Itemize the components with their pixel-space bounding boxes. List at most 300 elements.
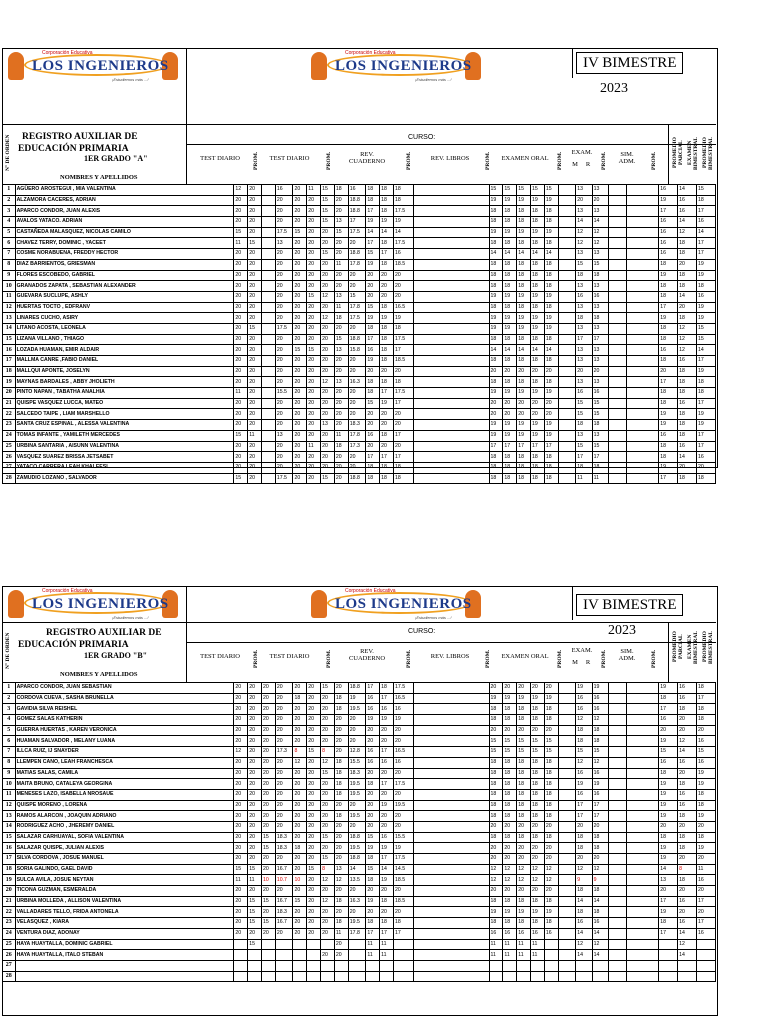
grade-cell-prom-parcial[interactable]: 18 <box>659 441 678 452</box>
grade-cell-prom-parcial[interactable]: 15 <box>659 747 678 758</box>
grade-cell-prom-parcial[interactable]: 19 <box>659 736 678 747</box>
grade-cell-revl[interactable] <box>414 452 489 463</box>
grade-cell-prom-1[interactable] <box>275 950 293 961</box>
grade-cell-examen-bim[interactable]: 18 <box>678 388 697 399</box>
grade-cell-oral-b[interactable]: 19 <box>503 227 517 238</box>
grade-cell-revc-a[interactable]: 16 <box>366 747 380 758</box>
grade-cell-test2-b[interactable]: 20 <box>307 195 321 206</box>
grade-cell-prom-bim[interactable] <box>696 950 715 961</box>
grade-cell-oral-a[interactable]: 11 <box>489 939 503 950</box>
grade-cell-prom-3[interactable]: 20 <box>394 789 414 800</box>
grade-cell-revc-a[interactable]: 18 <box>366 195 380 206</box>
grade-cell-exam-m[interactable]: 18 <box>576 420 592 431</box>
grade-cell-prom-5[interactable] <box>608 398 626 409</box>
grade-cell-test2-a[interactable]: 20 <box>293 281 307 292</box>
grade-cell-test2-b[interactable] <box>307 971 321 982</box>
grade-cell-test1-c[interactable]: 20 <box>262 693 276 704</box>
student-name[interactable] <box>15 971 234 982</box>
grade-cell-exam-r[interactable]: 17 <box>592 452 608 463</box>
grade-cell-test1-b[interactable]: 20 <box>248 217 262 228</box>
grade-cell-prom-bim[interactable]: 17 <box>696 206 715 217</box>
grade-cell-oral-c[interactable]: 18 <box>517 206 531 217</box>
grade-cell-revc-b[interactable]: 18 <box>380 345 394 356</box>
grade-cell-prom-2[interactable]: 18.8 <box>348 249 366 260</box>
grade-cell-oral-c[interactable]: 18 <box>517 768 531 779</box>
grade-cell-sim[interactable] <box>626 800 659 811</box>
grade-cell-test2-a[interactable]: 20 <box>293 259 307 270</box>
grade-cell-revc-b[interactable]: 18 <box>380 430 394 441</box>
grade-cell-oral-e[interactable]: 18 <box>544 896 558 907</box>
grade-cell-oral-e[interactable]: 14 <box>544 249 558 260</box>
grade-cell-test2-d[interactable]: 18 <box>334 441 348 452</box>
grade-cell-test1-b[interactable]: 20 <box>248 249 262 260</box>
grade-cell-revc-b[interactable]: 17 <box>380 388 394 399</box>
grade-cell-test1-c[interactable] <box>262 950 276 961</box>
grade-cell-revc-a[interactable]: 16 <box>366 430 380 441</box>
grade-cell-oral-c[interactable]: 19 <box>517 430 531 441</box>
grade-cell-test2-d[interactable]: 18 <box>334 896 348 907</box>
grade-cell-revl[interactable] <box>414 185 489 196</box>
grade-cell-oral-c[interactable]: 18 <box>517 779 531 790</box>
grade-cell-prom-bim[interactable]: 18 <box>696 377 715 388</box>
grade-cell-prom-1[interactable]: 17.3 <box>275 747 293 758</box>
grade-cell-prom-parcial[interactable]: 18 <box>659 334 678 345</box>
grade-cell-oral-d[interactable]: 18 <box>531 206 545 217</box>
grade-cell-sim[interactable] <box>626 907 659 918</box>
grade-cell-oral-a[interactable]: 20 <box>489 854 503 865</box>
grade-cell-oral-e[interactable]: 20 <box>544 398 558 409</box>
grade-cell-prom-2[interactable]: 19.5 <box>348 789 366 800</box>
grade-cell-exam-m[interactable]: 13 <box>576 430 592 441</box>
grade-cell-test2-c[interactable]: 12 <box>321 875 335 886</box>
grade-cell-test2-b[interactable]: 20 <box>307 928 321 939</box>
grade-cell-prom-parcial[interactable]: 18 <box>659 388 678 399</box>
grade-cell-oral-e[interactable]: 20 <box>544 886 558 897</box>
grade-cell-prom-bim[interactable]: 19 <box>696 259 715 270</box>
grade-cell-prom-5[interactable] <box>608 356 626 367</box>
grade-cell-test2-b[interactable]: 20 <box>307 875 321 886</box>
grade-cell-oral-d[interactable]: 17 <box>531 441 545 452</box>
grade-cell-sim[interactable] <box>626 462 659 473</box>
grade-cell-exam-r[interactable]: 13 <box>592 302 608 313</box>
grade-cell-prom-2[interactable]: 20 <box>348 323 366 334</box>
grade-cell-prom-1[interactable]: 20 <box>275 334 293 345</box>
grade-cell-prom-bim[interactable]: 17 <box>696 896 715 907</box>
grade-cell-sim[interactable] <box>626 217 659 228</box>
grade-cell-test1-b[interactable]: 20 <box>248 398 262 409</box>
grade-cell-prom-parcial[interactable]: 16 <box>659 249 678 260</box>
grade-cell-prom-parcial[interactable]: 19 <box>659 800 678 811</box>
grade-cell-test1-a[interactable]: 20 <box>234 896 248 907</box>
grade-cell-oral-a[interactable]: 15 <box>489 736 503 747</box>
grade-cell-test2-b[interactable]: 20 <box>307 918 321 929</box>
grade-cell-oral-a[interactable]: 18 <box>489 217 503 228</box>
grade-cell-prom-parcial[interactable]: 19 <box>659 270 678 281</box>
grade-cell-test1-c[interactable] <box>262 323 276 334</box>
grade-cell-oral-b[interactable]: 18 <box>503 800 517 811</box>
grade-cell-test1-b[interactable]: 20 <box>248 388 262 399</box>
grade-cell-sim[interactable] <box>626 323 659 334</box>
grade-cell-prom-3[interactable]: 20 <box>394 907 414 918</box>
grade-cell-prom-3[interactable]: 18.5 <box>394 875 414 886</box>
grade-cell-prom-parcial[interactable]: 18 <box>659 291 678 302</box>
student-name[interactable]: GUEVARA SUCLUPE, ASHLY <box>15 291 234 302</box>
grade-cell-revc-b[interactable]: 19 <box>380 875 394 886</box>
grade-cell-prom-4[interactable] <box>558 789 576 800</box>
grade-cell-test1-c[interactable] <box>262 249 276 260</box>
grade-cell-prom-bim[interactable]: 18 <box>696 388 715 399</box>
grade-cell-test1-b[interactable]: 20 <box>248 291 262 302</box>
grade-cell-test2-a[interactable]: 20 <box>293 366 307 377</box>
grade-cell-oral-b[interactable]: 18 <box>503 462 517 473</box>
grade-cell-oral-b[interactable]: 19 <box>503 420 517 431</box>
grade-cell-prom-parcial[interactable]: 16 <box>659 238 678 249</box>
grade-cell-prom-parcial[interactable]: 19 <box>659 779 678 790</box>
grade-cell-test2-c[interactable]: 20 <box>321 281 335 292</box>
grade-cell-test1-a[interactable]: 15 <box>234 864 248 875</box>
grade-cell-prom-parcial[interactable]: 19 <box>659 843 678 854</box>
grade-cell-examen-bim[interactable] <box>678 960 697 971</box>
grade-cell-test1-b[interactable]: 20 <box>248 409 262 420</box>
grade-cell-examen-bim[interactable]: 16 <box>678 683 697 694</box>
grade-cell-revc-a[interactable]: 20 <box>366 886 380 897</box>
grade-cell-prom-3[interactable] <box>394 939 414 950</box>
grade-cell-prom-3[interactable]: 20 <box>394 886 414 897</box>
grade-cell-revl[interactable] <box>414 928 489 939</box>
grade-cell-test1-b[interactable]: 20 <box>248 281 262 292</box>
grade-cell-revc-a[interactable]: 15 <box>366 832 380 843</box>
grade-cell-prom-2[interactable]: 20 <box>348 388 366 399</box>
grade-cell-oral-b[interactable]: 18 <box>503 715 517 726</box>
grade-cell-oral-a[interactable]: 19 <box>489 227 503 238</box>
grade-cell-prom-2[interactable]: 18.8 <box>348 473 366 484</box>
grade-cell-test2-b[interactable]: 15 <box>307 291 321 302</box>
grade-cell-test1-a[interactable]: 20 <box>234 206 248 217</box>
grade-cell-exam-r[interactable]: 9 <box>592 875 608 886</box>
grade-cell-test1-a[interactable]: 20 <box>234 821 248 832</box>
grade-cell-oral-d[interactable]: 15 <box>531 185 545 196</box>
grade-cell-test1-b[interactable]: 15 <box>248 907 262 918</box>
grade-cell-prom-parcial[interactable]: 19 <box>659 462 678 473</box>
grade-cell-sim[interactable] <box>626 377 659 388</box>
student-name[interactable]: CASTAÑEDA MALASQUEZ, NICOLAS CAMILO <box>15 227 234 238</box>
grade-cell-oral-e[interactable]: 18 <box>544 768 558 779</box>
grade-cell-revc-b[interactable]: 20 <box>380 736 394 747</box>
grade-cell-prom-2[interactable]: 17.5 <box>348 313 366 324</box>
grade-cell-prom-parcial[interactable]: 17 <box>659 206 678 217</box>
student-name[interactable]: GAVIDIA SILVA REISHEL <box>15 704 234 715</box>
grade-cell-revc-b[interactable]: 19 <box>380 800 394 811</box>
grade-cell-prom-3[interactable]: 16.5 <box>394 693 414 704</box>
grade-cell-prom-3[interactable]: 20 <box>394 725 414 736</box>
grade-cell-sim[interactable] <box>626 281 659 292</box>
grade-cell-oral-c[interactable]: 17 <box>517 441 531 452</box>
grade-cell-prom-1[interactable]: 20 <box>275 270 293 281</box>
grade-cell-oral-e[interactable]: 19 <box>544 227 558 238</box>
grade-cell-exam-r[interactable]: 16 <box>592 693 608 704</box>
student-name[interactable]: LINARES CUCHO, ASIRY <box>15 313 234 324</box>
grade-cell-exam-m[interactable]: 16 <box>576 789 592 800</box>
grade-cell-oral-e[interactable] <box>544 950 558 961</box>
grade-cell-revc-a[interactable]: 18 <box>366 473 380 484</box>
student-name[interactable]: VELASQUEZ , KIARA <box>15 918 234 929</box>
grade-cell-oral-c[interactable]: 20 <box>517 683 531 694</box>
grade-cell-revc-a[interactable]: 19 <box>366 259 380 270</box>
grade-cell-test1-c[interactable] <box>262 302 276 313</box>
grade-cell-test2-a[interactable]: 12 <box>293 757 307 768</box>
grade-cell-test2-d[interactable]: 18 <box>334 918 348 929</box>
grade-cell-prom-1[interactable]: 20 <box>275 281 293 292</box>
grade-cell-test1-a[interactable]: 20 <box>234 715 248 726</box>
grade-cell-prom-4[interactable] <box>558 821 576 832</box>
grade-cell-oral-b[interactable]: 18 <box>503 259 517 270</box>
grade-cell-test2-c[interactable]: 8 <box>321 864 335 875</box>
grade-cell-sim[interactable] <box>626 452 659 463</box>
grade-cell-test1-b[interactable]: 20 <box>248 195 262 206</box>
grade-cell-test1-b[interactable]: 20 <box>248 270 262 281</box>
grade-cell-prom-4[interactable] <box>558 715 576 726</box>
grade-cell-prom-2[interactable]: 19 <box>348 693 366 704</box>
grade-cell-revc-a[interactable]: 11 <box>366 950 380 961</box>
grade-cell-test1-b[interactable]: 20 <box>248 725 262 736</box>
grade-cell-test2-a[interactable]: 20 <box>293 683 307 694</box>
grade-cell-prom-parcial[interactable]: 19 <box>659 811 678 822</box>
grade-cell-oral-b[interactable]: 20 <box>503 725 517 736</box>
grade-cell-oral-a[interactable]: 15 <box>489 747 503 758</box>
grade-cell-test2-a[interactable]: 20 <box>293 195 307 206</box>
grade-cell-oral-c[interactable]: 18 <box>517 473 531 484</box>
grade-cell-test1-a[interactable]: 20 <box>234 832 248 843</box>
grade-cell-exam-r[interactable]: 20 <box>592 195 608 206</box>
grade-cell-prom-4[interactable] <box>558 811 576 822</box>
grade-cell-revc-a[interactable]: 20 <box>366 768 380 779</box>
grade-cell-test1-a[interactable]: 20 <box>234 259 248 270</box>
student-name[interactable]: LOZADA HUAMAN, EMIR ALDAIR <box>15 345 234 356</box>
grade-cell-prom-parcial[interactable]: 18 <box>659 693 678 704</box>
grade-cell-test2-c[interactable]: 20 <box>321 356 335 367</box>
grade-cell-exam-m[interactable]: 12 <box>576 864 592 875</box>
grade-cell-oral-e[interactable]: 20 <box>544 854 558 865</box>
grade-cell-oral-a[interactable]: 11 <box>489 950 503 961</box>
grade-cell-examen-bim[interactable]: 20 <box>678 854 697 865</box>
grade-cell-oral-c[interactable]: 14 <box>517 249 531 260</box>
grade-cell-test2-a[interactable]: 15 <box>293 345 307 356</box>
student-name[interactable]: HAYA HUAYTALLA, ITALO STEBAN <box>15 950 234 961</box>
grade-cell-oral-a[interactable]: 18 <box>489 768 503 779</box>
grade-cell-oral-d[interactable]: 11 <box>531 950 545 961</box>
student-name[interactable]: SANTA CRUZ ESPINAL , ALESSA VALENTINA <box>15 420 234 431</box>
grade-cell-oral-d[interactable]: 15 <box>531 747 545 758</box>
grade-cell-test1-a[interactable]: 20 <box>234 217 248 228</box>
grade-cell-oral-b[interactable]: 20 <box>503 366 517 377</box>
grade-cell-examen-bim[interactable]: 18 <box>678 281 697 292</box>
grade-cell-revc-b[interactable]: 18 <box>380 334 394 345</box>
grade-cell-test2-a[interactable]: 20 <box>293 811 307 822</box>
grade-cell-revl[interactable] <box>414 334 489 345</box>
grade-cell-sim[interactable] <box>626 388 659 399</box>
grade-cell-test1-c[interactable] <box>262 960 276 971</box>
grade-cell-prom-bim[interactable]: 16 <box>696 736 715 747</box>
grade-cell-revl[interactable] <box>414 779 489 790</box>
grade-cell-prom-bim[interactable]: 16 <box>696 928 715 939</box>
grade-cell-prom-parcial[interactable]: 19 <box>659 854 678 865</box>
grade-cell-revc-a[interactable] <box>366 971 380 982</box>
grade-cell-prom-2[interactable]: 20 <box>348 725 366 736</box>
grade-cell-revl[interactable] <box>414 302 489 313</box>
grade-cell-prom-3[interactable]: 20 <box>394 768 414 779</box>
grade-cell-oral-b[interactable]: 19 <box>503 388 517 399</box>
grade-cell-prom-4[interactable] <box>558 227 576 238</box>
grade-cell-oral-e[interactable]: 12 <box>544 875 558 886</box>
grade-cell-test1-c[interactable] <box>262 345 276 356</box>
grade-cell-revl[interactable] <box>414 704 489 715</box>
grade-cell-oral-d[interactable]: 18 <box>531 238 545 249</box>
grade-cell-revc-a[interactable]: 19 <box>366 313 380 324</box>
grade-cell-prom-3[interactable]: 20 <box>394 409 414 420</box>
grade-cell-oral-a[interactable]: 14 <box>489 345 503 356</box>
grade-cell-test2-c[interactable]: 20 <box>321 843 335 854</box>
grade-cell-prom-2[interactable]: 20 <box>348 907 366 918</box>
grade-cell-prom-4[interactable] <box>558 693 576 704</box>
grade-cell-oral-b[interactable]: 18 <box>503 206 517 217</box>
grade-cell-prom-bim[interactable]: 15 <box>696 185 715 196</box>
grade-cell-prom-5[interactable] <box>608 875 626 886</box>
grade-cell-prom-bim[interactable]: 16 <box>696 452 715 463</box>
grade-cell-oral-e[interactable]: 18 <box>544 259 558 270</box>
student-name[interactable]: FLORES ESCOBEDO, GABRIEL <box>15 270 234 281</box>
grade-cell-exam-m[interactable]: 16 <box>576 918 592 929</box>
grade-cell-prom-4[interactable] <box>558 896 576 907</box>
grade-cell-oral-c[interactable]: 18 <box>517 217 531 228</box>
grade-cell-revc-b[interactable]: 20 <box>380 886 394 897</box>
grade-cell-examen-bim[interactable]: 18 <box>678 473 697 484</box>
grade-cell-test2-a[interactable]: 10 <box>293 875 307 886</box>
grade-cell-oral-b[interactable]: 11 <box>503 950 517 961</box>
grade-cell-test2-c[interactable]: 20 <box>321 800 335 811</box>
grade-cell-oral-a[interactable]: 18 <box>489 832 503 843</box>
grade-cell-test1-a[interactable]: 20 <box>234 704 248 715</box>
grade-cell-prom-5[interactable] <box>608 886 626 897</box>
grade-cell-test1-a[interactable]: 20 <box>234 768 248 779</box>
grade-cell-prom-2[interactable]: 20 <box>348 281 366 292</box>
grade-cell-oral-c[interactable]: 19 <box>517 693 531 704</box>
grade-cell-test2-a[interactable]: 20 <box>293 420 307 431</box>
grade-cell-prom-3[interactable]: 17.5 <box>394 388 414 399</box>
grade-cell-test2-b[interactable]: 20 <box>307 779 321 790</box>
grade-cell-test2-b[interactable]: 20 <box>307 334 321 345</box>
grade-cell-oral-d[interactable]: 20 <box>531 409 545 420</box>
student-name[interactable]: TOMAS INFANTE , YAMILETH MERCEDES <box>15 430 234 441</box>
grade-cell-test2-d[interactable]: 20 <box>334 462 348 473</box>
grade-cell-exam-r[interactable]: 20 <box>592 854 608 865</box>
student-name[interactable] <box>15 960 234 971</box>
grade-cell-sim[interactable] <box>626 715 659 726</box>
grade-cell-sim[interactable] <box>626 366 659 377</box>
grade-cell-revl[interactable] <box>414 388 489 399</box>
grade-cell-exam-r[interactable]: 13 <box>592 185 608 196</box>
student-name[interactable]: VALLADARES TELLO, FRIDA ANTONELA <box>15 907 234 918</box>
grade-cell-sim[interactable] <box>626 789 659 800</box>
grade-cell-oral-d[interactable]: 19 <box>531 313 545 324</box>
grade-cell-test1-b[interactable]: 20 <box>248 704 262 715</box>
grade-cell-sim[interactable] <box>626 430 659 441</box>
grade-cell-oral-a[interactable]: 20 <box>489 409 503 420</box>
grade-cell-test2-d[interactable]: 20 <box>334 821 348 832</box>
grade-cell-exam-m[interactable]: 12 <box>576 238 592 249</box>
grade-cell-test2-c[interactable]: 20 <box>321 238 335 249</box>
grade-cell-test1-c[interactable]: 20 <box>262 886 276 897</box>
grade-cell-test1-a[interactable]: 20 <box>234 462 248 473</box>
grade-cell-prom-4[interactable] <box>558 388 576 399</box>
grade-cell-sim[interactable] <box>626 291 659 302</box>
grade-cell-prom-parcial[interactable]: 17 <box>659 704 678 715</box>
grade-cell-prom-parcial[interactable]: 16 <box>659 345 678 356</box>
grade-cell-sim[interactable] <box>626 928 659 939</box>
grade-cell-revl[interactable] <box>414 768 489 779</box>
grade-cell-prom-3[interactable]: 17.5 <box>394 683 414 694</box>
grade-cell-test1-a[interactable]: 20 <box>234 302 248 313</box>
grade-cell-test1-c[interactable]: 20 <box>262 683 276 694</box>
student-name[interactable]: HAYA HUAYTALLA, DOMINIC GABRIEL <box>15 939 234 950</box>
grade-cell-test1-b[interactable]: 20 <box>248 757 262 768</box>
grade-cell-test2-d[interactable]: 20 <box>334 683 348 694</box>
grade-cell-prom-bim[interactable]: 18 <box>696 683 715 694</box>
grade-cell-oral-e[interactable]: 19 <box>544 291 558 302</box>
grade-cell-test2-b[interactable] <box>307 960 321 971</box>
grade-cell-test1-b[interactable]: 20 <box>248 420 262 431</box>
grade-cell-prom-2[interactable]: 13.5 <box>348 875 366 886</box>
grade-cell-prom-3[interactable]: 18 <box>394 918 414 929</box>
grade-cell-test2-d[interactable]: 20 <box>334 725 348 736</box>
student-name[interactable]: URBINA MOLLEDA , ALLISON VALENTINA <box>15 896 234 907</box>
grade-cell-oral-d[interactable]: 18 <box>531 356 545 367</box>
grade-cell-prom-4[interactable] <box>558 345 576 356</box>
grade-cell-prom-bim[interactable]: 17 <box>696 918 715 929</box>
grade-cell-exam-r[interactable]: 14 <box>592 217 608 228</box>
grade-cell-test2-b[interactable]: 20 <box>307 217 321 228</box>
grade-cell-oral-a[interactable]: 18 <box>489 206 503 217</box>
grade-cell-test1-b[interactable]: 20 <box>248 473 262 484</box>
grade-cell-prom-5[interactable] <box>608 768 626 779</box>
grade-cell-prom-bim[interactable]: 20 <box>696 854 715 865</box>
grade-cell-test2-a[interactable]: 20 <box>293 715 307 726</box>
grade-cell-revc-a[interactable]: 20 <box>366 409 380 420</box>
grade-cell-prom-5[interactable] <box>608 907 626 918</box>
grade-cell-exam-m[interactable]: 18 <box>576 270 592 281</box>
grade-cell-sim[interactable] <box>626 356 659 367</box>
grade-cell-test2-d[interactable]: 20 <box>334 950 348 961</box>
grade-cell-exam-r[interactable]: 18 <box>592 313 608 324</box>
grade-cell-sim[interactable] <box>626 185 659 196</box>
grade-cell-test2-d[interactable]: 20 <box>334 452 348 463</box>
grade-cell-sim[interactable] <box>626 918 659 929</box>
grade-cell-prom-2[interactable]: 15.5 <box>348 757 366 768</box>
grade-cell-prom-5[interactable] <box>608 217 626 228</box>
grade-cell-test2-a[interactable]: 20 <box>293 473 307 484</box>
grade-cell-prom-parcial[interactable]: 16 <box>659 185 678 196</box>
grade-cell-oral-c[interactable]: 18 <box>517 757 531 768</box>
grade-cell-prom-1[interactable]: 20 <box>275 452 293 463</box>
grade-cell-revc-b[interactable]: 16 <box>380 757 394 768</box>
grade-cell-oral-e[interactable] <box>544 960 558 971</box>
grade-cell-test1-a[interactable]: 20 <box>234 843 248 854</box>
grade-cell-exam-m[interactable]: 18 <box>576 843 592 854</box>
student-name[interactable]: RAMOS ALARCON , JOAQUIN ADRIANO <box>15 811 234 822</box>
grade-cell-prom-4[interactable] <box>558 238 576 249</box>
grade-cell-oral-e[interactable]: 19 <box>544 693 558 704</box>
grade-cell-exam-m[interactable]: 12 <box>576 757 592 768</box>
grade-cell-oral-d[interactable]: 20 <box>531 366 545 377</box>
